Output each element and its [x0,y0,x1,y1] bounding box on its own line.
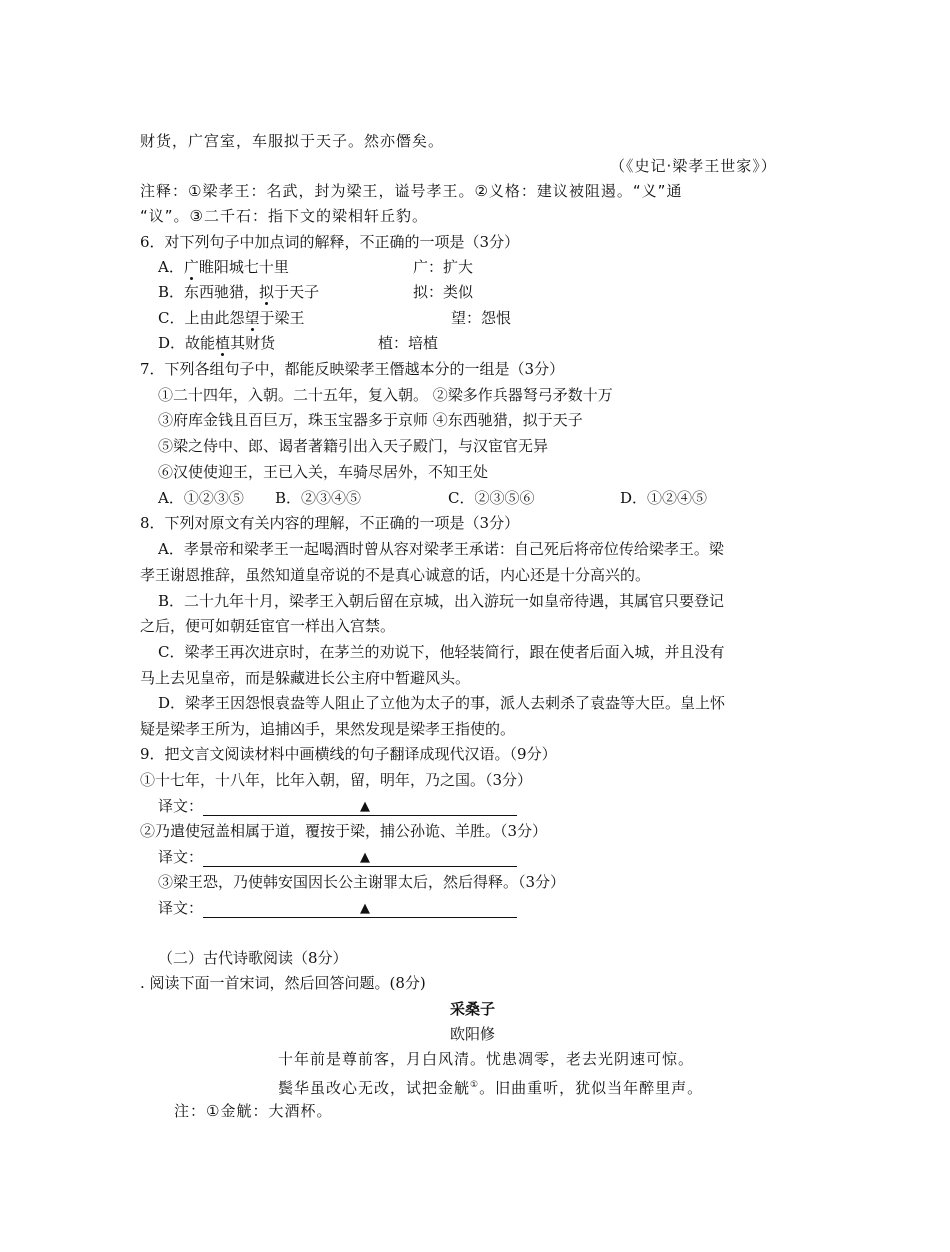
passage-source: （《史记·梁孝王世家》） [610,157,777,175]
dotted-word: 望 [244,309,260,327]
q8-option-c-line1: C．梁孝王再次进京时，在茅兰的劝说下，他轻装简行，跟在使者后面入城，并且没有 [158,643,725,661]
option-label: D． [158,334,186,352]
answer-label: 译文： [158,848,204,866]
answer-label: 译文： [158,899,204,917]
q7-choice-a: A．①②③⑤ [158,489,244,507]
q6-gloss-d: 植：培植 [378,334,439,352]
answer-blank[interactable] [203,795,517,816]
q8-option-c-line2: 马上去见皇帝，而是躲藏进长公主府中暂避风头。 [140,669,471,687]
q7-choice-b: B．②③④⑤ [275,489,362,507]
option-label: B． [158,283,185,301]
dotted-word: 拟 [259,283,275,301]
q9-sentence-1: ①十七年，十八年，比年入朝，留，明年，乃之国。（3分） [140,771,533,789]
q8-option-b-line1: B．二十九年十月，梁孝王入朝后留在京城，出入游玩一如皇帝待遇，其属官只要登记 [158,592,725,610]
q6-option-b: B．东西驰猎，拟于天子 [158,283,320,301]
section-heading: （二）古代诗歌阅读（8分） [158,949,348,967]
poem-instruction: . 阅读下面一首宋词，然后回答问题。(8分) [140,974,426,992]
poem-title: 采桑子 [450,1000,496,1018]
poem-author: 欧阳修 [450,1025,496,1043]
question-7-stem: 7．下列各组句子中，都能反映梁孝王僭越本分的一组是（3分） [140,360,565,378]
poem-footnote: 注：①金觥：大酒杯。 [174,1102,333,1120]
dotted-word: 广 [183,258,199,276]
answer-label: 译文： [158,797,204,815]
q7-item-row: ①二十四年，入朝。二十五年，复入朝。 ②梁多作兵器弩弓矛数十万 [158,386,613,404]
q6-gloss-c: 望：怨恨 [451,309,512,327]
question-8-stem: 8．下列对原文有关内容的理解，不正确的一项是（3分） [140,514,520,532]
triangle-icon: ▲ [360,901,371,916]
question-6-stem: 6．对下列句子中加点词的解释，不正确的一项是（3分） [140,233,520,251]
poem-line-1: 十年前是尊前客，月白风清。忧患凋零，老去光阴速可惊。 [278,1050,695,1068]
q6-option-a: A．广睢阳城七十里 [158,258,289,276]
footnote-marker: ① [470,1080,480,1090]
q9-answer-line-3 [158,897,517,918]
answer-blank[interactable] [203,846,517,867]
q6-gloss-b: 拟：类似 [413,283,474,301]
annotation-line-1: 注释：①梁孝王：名武，封为梁王，谥号孝王。②义格：建议被阻遏。“义”通 [140,182,683,200]
q9-answer-line-2 [158,846,517,867]
option-label: A． [158,258,184,276]
triangle-icon: ▲ [360,799,371,814]
q7-item-row: ⑤梁之侍中、郎、谒者著籍引出入天子殿门，与汉宦官无异 [158,437,549,455]
annotation-line-2: “议”。③二千石：指下文的梁相轩丘豹。 [140,207,428,225]
q7-item-row: ③府库金钱且百巨万，珠玉宝器多于京师 ④东西驰猎，拟于天子 [158,411,583,429]
dotted-word: 植 [215,334,231,352]
q6-option-d: D．故能植其财货 [158,334,276,352]
q8-option-d-line1: D．梁孝王因怨恨袁盎等人阻止了立他为太子的事，派人去刺杀了袁盎等大臣。皇上怀 [158,694,726,712]
q7-choice-d: D．①②④⑤ [620,489,708,507]
q8-option-a-line1: A．孝景帝和梁孝王一起喝酒时曾从容对梁孝王承诺：自己死后将帝位传给梁孝王。梁 [158,540,724,558]
q7-choice-c: C．②③⑤⑥ [448,489,535,507]
question-9-stem: 9．把文言文阅读材料中画横线的句子翻译成现代汉语。（9分） [140,745,557,763]
q6-gloss-a: 广：扩大 [413,258,474,276]
triangle-icon: ▲ [360,850,371,865]
option-label: C． [158,309,185,327]
passage-line: 财货，广宫室，车服拟于天子。然亦僭矣。 [140,132,445,150]
q9-sentence-3: ③梁王恐，乃使韩安国因长公主谢罪太后，然后得释。（3分） [158,873,566,891]
q6-option-c: C．上由此怨望于梁王 [158,309,305,327]
q8-option-d-line2: 疑是梁孝王所为，追捕凶手，果然发现是梁孝王指使的。 [140,720,516,738]
answer-blank[interactable] [203,897,517,918]
q8-option-a-line2: 孝王谢恩推辞，虽然知道皇帝说的不是真心诚意的话，内心还是十分高兴的。 [140,566,651,584]
q7-item-row: ⑥汉使使迎王，王已入关，车骑尽居外，不知王处 [158,463,489,481]
q9-answer-line-1 [158,795,517,816]
poem-line-2: 鬓华虽改心无改，试把金觥①。旧曲重听，犹似当年醉里声。 [278,1079,704,1097]
q8-option-b-line2: 之后，便可如朝廷宦官一样出入宫禁。 [140,617,396,635]
q9-sentence-2: ②乃遣使冠盖相属于道，覆按于梁，捕公孙诡、羊胜。（3分） [140,822,548,840]
